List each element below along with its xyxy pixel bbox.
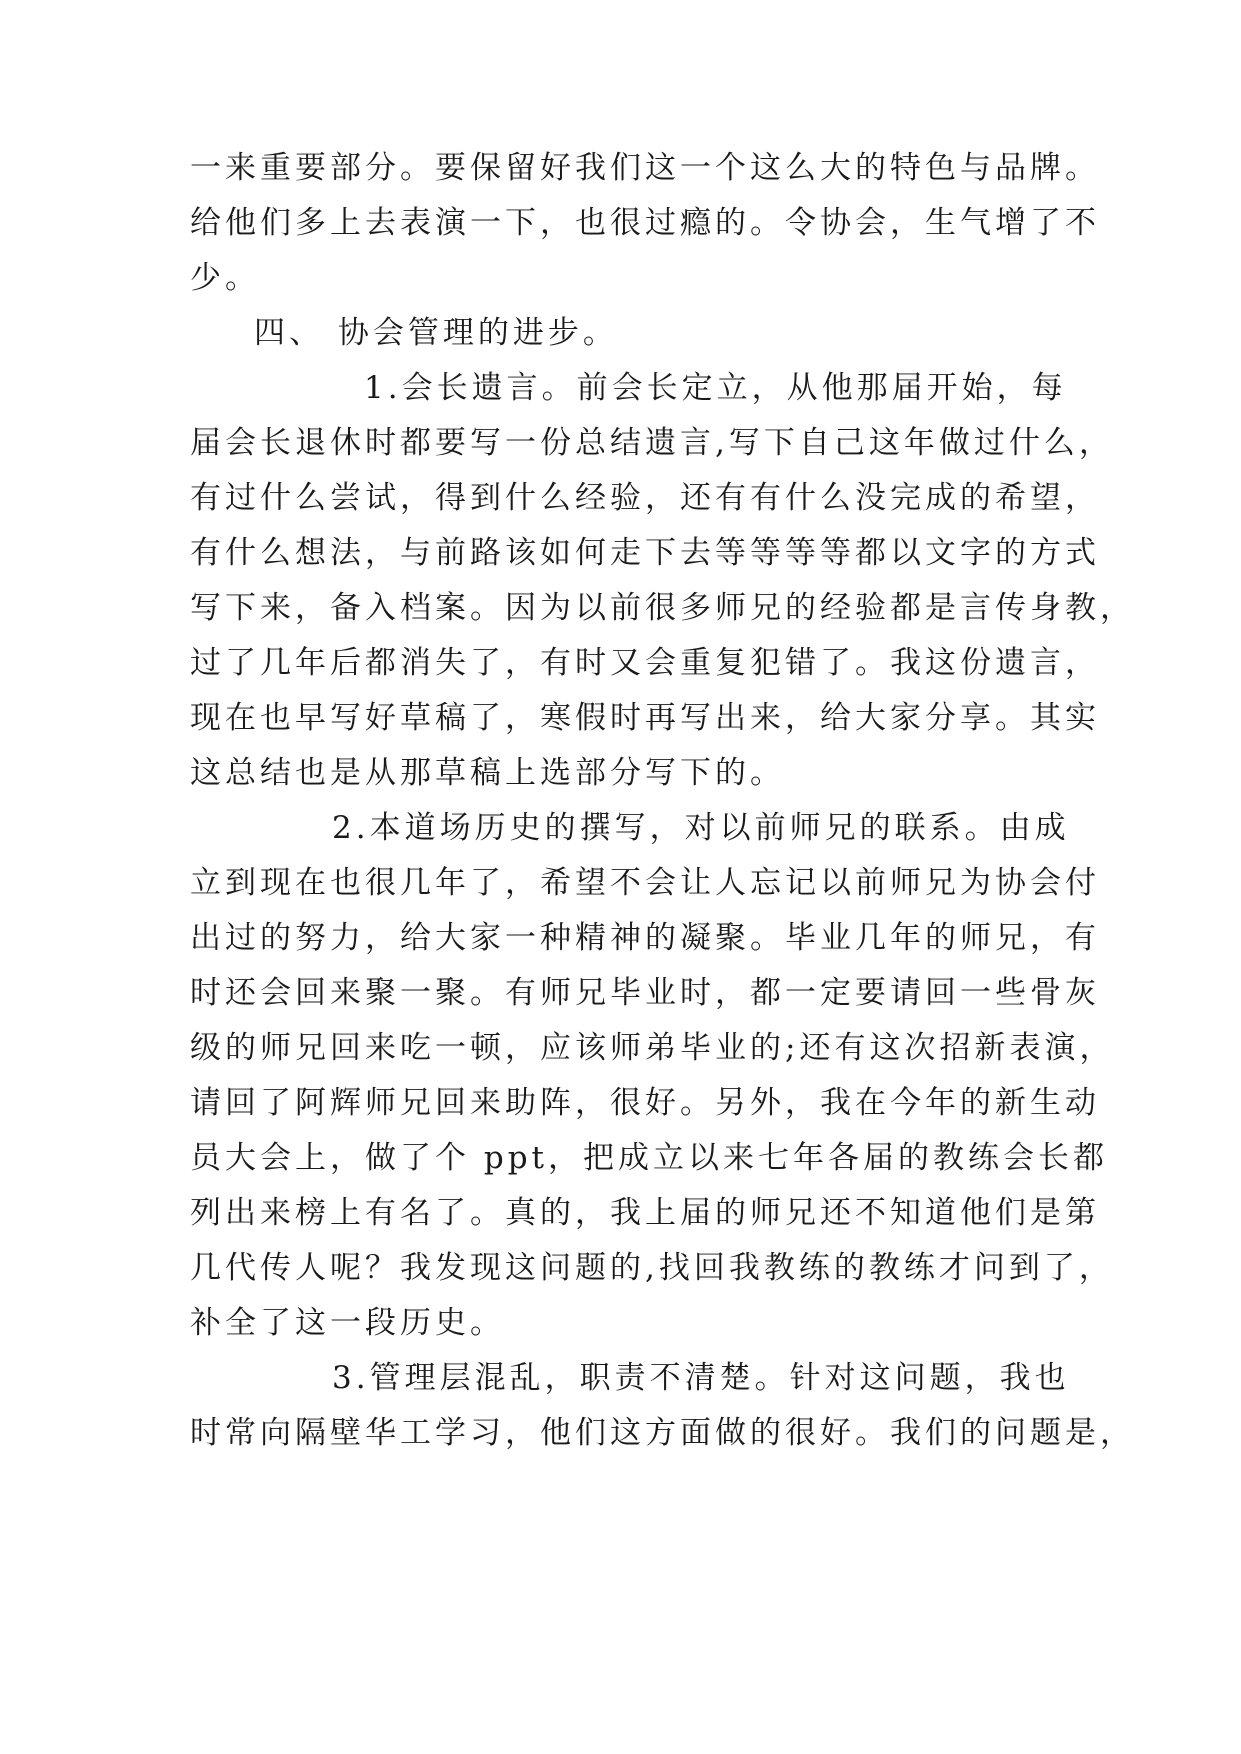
text-line-17: 级的师兄回来吃一顿，应该师弟毕业的;还有这次招新表演， bbox=[190, 1030, 1115, 1066]
paragraph-start-3: 3.管理层混乱，职责不清楚。针对这问题，我也 bbox=[332, 1360, 1070, 1396]
text-line-7: 有过什么尝试，得到什么经验，还有有什么没完成的希望， bbox=[190, 480, 1100, 516]
paragraph-start-1: 1.会长遗言。前会长定立，从他那届开始，每 bbox=[364, 370, 1067, 406]
text-line-8: 有什么想法，与前路该如何走下去等等等等都以文字的方式 bbox=[190, 535, 1100, 571]
text-line-24: 时常向隔壁华工学习，他们这方面做的很好。我们的问题是， bbox=[190, 1415, 1135, 1451]
text-line-12: 这总结也是从那草稿上选部分写下的。 bbox=[190, 755, 785, 791]
text-line-6: 届会长退休时都要写一份总结遗言,写下自己这年做过什么， bbox=[190, 425, 1114, 461]
text-line-19: 员大会上，做了个 ppt，把成立以来七年各届的教练会长都 bbox=[190, 1140, 1108, 1176]
text-line-15: 出过的努力，给大家一种精神的凝聚。毕业几年的师兄，有 bbox=[190, 920, 1100, 956]
text-line-3: 少。 bbox=[190, 260, 260, 296]
text-line-11: 现在也早写好草稿了，寒假时再写出来，给大家分享。其实 bbox=[190, 700, 1100, 736]
text-line-14: 立到现在也很几年了，希望不会让人忘记以前师兄为协会付 bbox=[190, 865, 1100, 901]
text-line-1: 一来重要部分。要保留好我们这一个这么大的特色与品牌。 bbox=[190, 150, 1100, 186]
section-heading: 四、 协会管理的进步。 bbox=[254, 315, 618, 351]
paragraph-start-2: 2.本道场历史的撰写，对以前师兄的联系。由成 bbox=[332, 810, 1070, 846]
text-line-20: 列出来榜上有名了。真的，我上届的师兄还不知道他们是第 bbox=[190, 1195, 1100, 1231]
text-line-22: 补全了这一段历史。 bbox=[190, 1305, 505, 1341]
text-line-16: 时还会回来聚一聚。有师兄毕业时，都一定要请回一些骨灰 bbox=[190, 975, 1100, 1011]
text-line-18: 请回了阿辉师兄回来助阵，很好。另外，我在今年的新生动 bbox=[190, 1085, 1100, 1121]
text-line-21: 几代传人呢？我发现这问题的,找回我教练的教练才问到了， bbox=[190, 1250, 1114, 1286]
text-line-9: 写下来，备入档案。因为以前很多师兄的经验都是言传身教， bbox=[190, 590, 1135, 626]
text-line-2: 给他们多上去表演一下，也很过瘾的。令协会，生气增了不 bbox=[190, 205, 1100, 241]
text-line-10: 过了几年后都消失了，有时又会重复犯错了。我这份遗言， bbox=[190, 645, 1100, 681]
